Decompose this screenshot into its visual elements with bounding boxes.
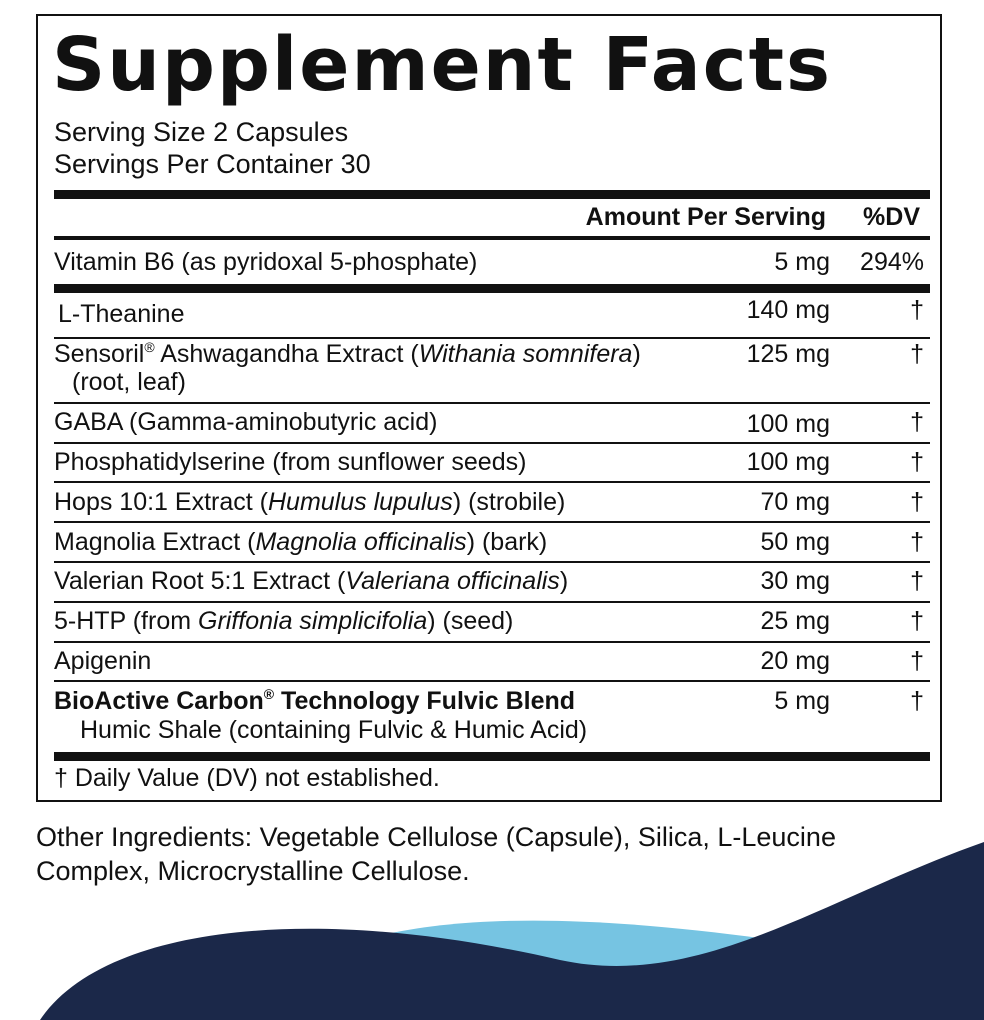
ingredient-amount: 20 mg [760,647,830,675]
ingredient-name: Magnolia Extract (Magnolia officinalis) (bark) [54,528,548,556]
ingredient-dv: † [910,567,924,595]
ingredient-amount: 50 mg [760,528,830,556]
ingredient-name-line2: (root, leaf) [72,368,186,396]
supplement-facts-panel [36,14,942,802]
divider-thin [54,561,930,563]
ingredient-dv: † [910,340,924,368]
divider-thick [54,190,930,199]
ingredient-name: 5-HTP (from Griffonia simplicifolia) (seed) [54,607,514,635]
ingredient-amount: 25 mg [760,607,830,635]
dv-header: %DV [863,203,920,231]
ingredient-name: GABA (Gamma-aminobutyric acid) [54,408,438,436]
ingredient-name: Valerian Root 5:1 Extract (Valeriana officinalis) [54,567,569,595]
ingredient-name: Phosphatidylserine (from sunflower seeds) [54,448,527,476]
ingredient-name: Apigenin [54,647,152,675]
blend-name: BioActive Carbon® Technology Fulvic Blend [54,686,576,715]
ingredient-dv: † [910,687,924,715]
vitamin-name: Vitamin B6 (as pyridoxal 5-phosphate) [54,248,478,276]
ingredient-amount: 100 mg [746,448,830,476]
ingredient-amount: 70 mg [760,488,830,516]
ingredient-dv: † [910,448,924,476]
ingredient-amount: 30 mg [760,567,830,595]
panel-title: Supplement Facts [52,22,833,108]
ingredient-dv: † [910,647,924,675]
vitamin-amount: 5 mg [774,248,830,276]
divider-thin [54,337,930,339]
ingredient-amount: 125 mg [746,340,830,368]
divider-thick [54,752,930,761]
ingredient-amount: 100 mg [746,410,830,438]
divider-thin [54,521,930,523]
ingredient-name: Sensoril® Ashwagandha Extract (Withania somnifera) [54,339,641,368]
ingredient-amount: 140 mg [746,296,830,324]
divider-thin [54,442,930,444]
servings-per-container: Servings Per Container 30 [54,149,371,179]
other-ingredients: Other Ingredients: Vegetable Cellulose (Capsule), Silica, L-Leucine Complex, Microcrystalline Cellulose. [36,822,836,886]
amount-per-serving-header: Amount Per Serving [585,203,826,231]
ingredient-dv: † [910,296,924,324]
ingredient-dv: † [910,528,924,556]
vitamin-dv: 294% [860,248,924,276]
ingredient-dv: † [910,607,924,635]
ingredient-dv: † [910,408,924,436]
divider-medium [54,236,930,240]
ingredient-name: Hops 10:1 Extract (Humulus lupulus) (strobile) [54,488,566,516]
ingredient-dv: † [910,488,924,516]
divider-thin [54,481,930,483]
divider-thin [54,402,930,404]
blend-component: Humic Shale (containing Fulvic & Humic Acid) [80,716,588,744]
divider-thin [54,601,930,603]
ingredient-name: L-Theanine [58,300,185,328]
serving-size: Serving Size 2 Capsules [54,117,349,147]
footnote: † Daily Value (DV) not established. [54,764,440,792]
divider-thin [54,680,930,682]
ingredient-amount: 5 mg [774,687,830,715]
divider-thin [54,641,930,643]
divider-thick [54,284,930,293]
